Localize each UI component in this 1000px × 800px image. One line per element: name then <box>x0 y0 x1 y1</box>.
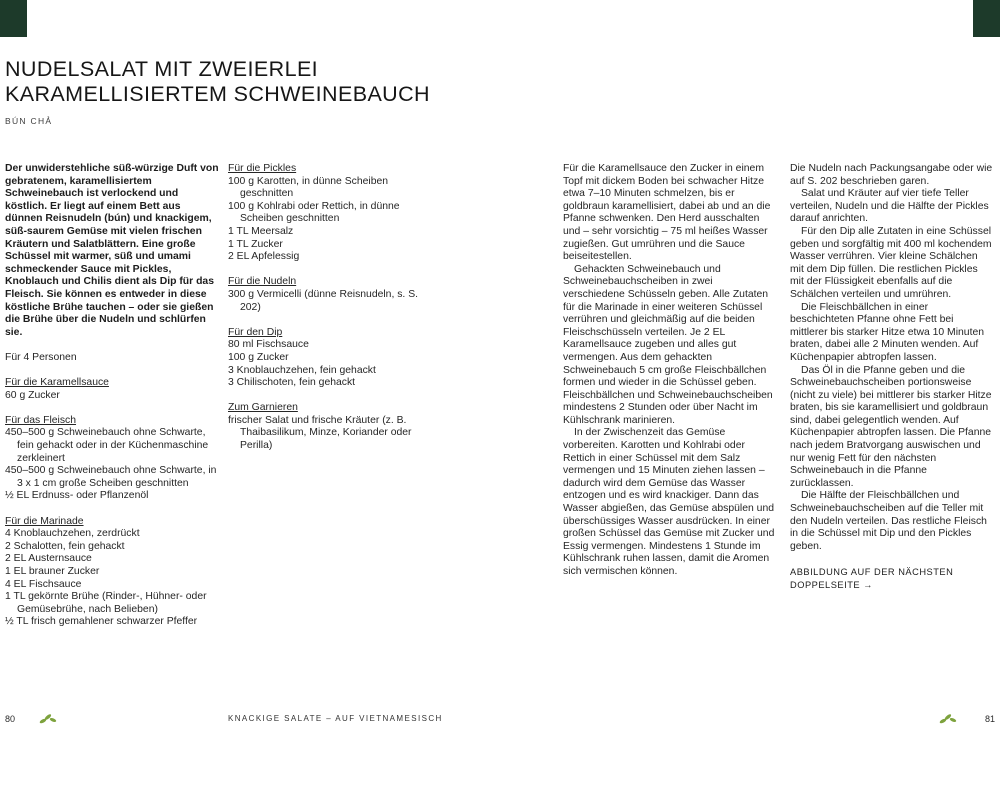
figure-reference-note: ABBILDUNG AUF DER NÄCHSTEN DOPPELSEITE → <box>790 567 954 590</box>
recipe-intro: Der unwiderstehliche süß-würzige Duft von gebratenem, karamellisiertem Schweinebauch ist verlockend und köstlich. Er liegt auf einem Bett aus dünnen Reisnudeln (bún) und knackigem, süß-saurem Gemüse mit vielen frischen Kräutern und Salatblättern. Eine große Schüssel mit warmer, süß und umami schmeckender Sauce mit Pickles, Knoblauch und Chilis dient als Dip für das Fleisch. Sie können es entweder in diese köstliche Brühe tauchen – oder sie gießen die Brühe über die Nudeln und schlürfen sie. <box>5 163 219 338</box>
ingredient-line: 80 ml Fischsauce <box>228 339 309 351</box>
instruction-paragraph: In der Zwischenzeit das Gemüse vorbereiten. Karotten und Kohlrabi oder Rettich in einer Schüssel mit dem Salz vermengen und 15 Minuten ziehen lassen – dadurch wird dem Gemüse das Wasser entzogen und es wird knackiger. Dann das Wasser abgießen, das Gemüse abspülen und überschüssiges Wasser ausdrücken. In einer großen Schüssel das Gemüse mit Zucker und Essig vermengen. Mindestens 1 Stunde im Kühlschrank ruhen lassen, damit die Aromen sich vermischen können. <box>563 427 775 577</box>
ingredient-line: frischer Salat und frische Kräuter (z. B. Thaibasilikum, Minze, Koriander oder Perilla) <box>228 414 412 452</box>
ingredient-line: 3 Chilischoten, fein gehackt <box>228 377 356 389</box>
ingredient-line: 450–500 g Schweinebauch ohne Schwarte, in 3 x 1 cm große Scheiben geschnitten <box>5 465 217 489</box>
instruction-paragraph: Salat und Kräuter auf vier tiefe Teller verteilen, Nudeln und die Hälfte der Pickles darauf anrichten. <box>790 188 989 225</box>
section-fleisch <box>5 415 219 503</box>
instructions-column-1 <box>563 163 777 579</box>
ingredient-line: 2 Schalotten, fein gehackt <box>5 540 125 552</box>
section-title: Zum Garnieren <box>228 402 298 414</box>
corner-decoration-right <box>973 0 1000 37</box>
instruction-paragraph: Die Nudeln nach Packungsangabe oder wie auf S. 202 beschrieben garen. <box>790 163 993 187</box>
ingredient-line: 100 g Zucker <box>228 351 289 363</box>
leaf-ornament-icon <box>938 712 958 726</box>
instruction-paragraph: Die Fleischbällchen in einer beschichteten Pfanne ohne Fett bei mittlerer bis starker Hitze etwa 10 Minuten braten, dabei alle 2 Minuten wenden. Auf Küchenpapier abtropfen lassen. <box>790 301 985 363</box>
ingredient-line: 4 EL Fischsauce <box>5 578 82 590</box>
section-title: Für die Pickles <box>228 163 297 174</box>
ingredient-line: 300 g Vermicelli (dünne Reisnudeln, s. S. 202) <box>228 288 419 313</box>
section-pickles <box>228 163 426 264</box>
ingredient-line: 1 EL brauner Zucker <box>5 566 100 577</box>
section-marinade <box>5 516 219 629</box>
page-number-right: 81 <box>984 714 995 724</box>
page-title-line1: NUDELSALAT MIT ZWEIERLEI <box>5 57 319 81</box>
section-dip <box>228 327 426 390</box>
section-title: Für die Nudeln <box>228 276 297 288</box>
ingredient-line: 3 Knoblauchzehen, fein gehackt <box>228 364 376 376</box>
page-number-left: 80 <box>5 714 16 724</box>
recipe-subtitle: BÚN CHẢ <box>5 116 53 126</box>
ingredient-line: 1 TL Meersalz <box>228 225 294 237</box>
section-title: Für die Karamellsauce <box>5 377 109 389</box>
ingredient-line: 60 g Zucker <box>5 389 60 401</box>
leaf-ornament-icon <box>38 712 58 726</box>
ingredient-line: 100 g Kohlrabi oder Rettich, in dünne Scheiben geschnitten <box>228 200 400 225</box>
section-title: Für die Marinade <box>5 515 84 527</box>
section-garnieren <box>228 402 426 452</box>
section-title: Für den Dip <box>228 326 283 338</box>
corner-decoration-left <box>0 0 27 37</box>
servings-line: Für 4 Personen <box>5 351 77 363</box>
ingredient-line: 1 TL Zucker <box>228 238 283 250</box>
ingredient-line: 2 EL Apfelessig <box>228 251 300 263</box>
page-title <box>5 57 430 107</box>
page-title-line2: KARAMELLISIERTEM SCHWEINEBAUCH <box>5 82 430 106</box>
instruction-paragraph: Für die Karamellsauce den Zucker in einem Topf mit dickem Boden bei schwacher Hitze etwa 7–10 Minuten schmelzen, bis er goldbraun karamellisiert, dabei ab und an die Pfanne schwenken. Den Herd ausschalten und – sehr vorsichtig – 75 ml heißes Wasser zugießen. Gut umrühren und die Sauce beiseitestellen. <box>563 163 771 263</box>
ingredient-line: ½ EL Erdnuss- oder Pflanzenöl <box>5 490 149 502</box>
section-title: Für das Fleisch <box>5 414 77 426</box>
recipe-header <box>5 57 430 126</box>
instruction-paragraph: Für den Dip alle Zutaten in eine Schüssel geben und sorgfältig mit 400 ml kochendem Wasser verrühren. Vier kleine Schälchen mit dem Dip füllen. Die restlichen Pickles mit der Flüssigkeit ebenfalls auf die Schälchen verteilen und umrühren. <box>790 225 992 300</box>
ingredient-line: 2 EL Austernsauce <box>5 553 92 565</box>
section-karamellsauce <box>5 377 219 402</box>
ingredients-column-2 <box>228 163 426 453</box>
instruction-paragraph: Gehackten Schweinebauch und Schweinebauchscheiben in zwei verschiedene Schüsseln geben. Alle Zutaten für die Marinade in einer weiteren Schüssel verrühren und gleichmäßig auf die beiden Fleischschüsseln verteilen. Je 2 EL Karamellsauce zugeben und alles gut vermengen. Aus dem gehackten Schweinebauch 5 cm große Fleischbällchen formen und wieder in die Schüssel geben. Fleischbällchen und Schweinebauchscheiben mindestens 2 Stunden oder über Nacht im Kühlschrank marinieren. <box>563 263 773 426</box>
chapter-title: KNACKIGE SALATE – AUF VIETNAMESISCH <box>228 714 443 723</box>
ingredient-line: 1 TL gekörnte Brühe (Rinder-, Hühner- oder Gemüsebrühe, nach Belieben) <box>5 591 207 615</box>
instruction-paragraph: Das Öl in die Pfanne geben und die Schweinebauchscheiben portionsweise (nicht zu viele) bei mittlerer bis starker Hitze braten, bis sie karamellisiert und goldbraun sind, dabei gelegentlich wenden. Auf Küchenpapier abtropfen lassen. Die Pfanne nach jedem Bratvorgang auswischen und nur wenig Fett für den nächsten Schweinebauch in die Pfanne zurücklassen. <box>790 364 992 489</box>
ingredient-line: 450–500 g Schweinebauch ohne Schwarte, fein gehackt oder in der Küchenmaschine zerkleinert <box>5 427 209 464</box>
ingredient-line: 4 Knoblauchzehen, zerdrückt <box>5 528 140 540</box>
section-nudeln <box>228 276 426 314</box>
instructions-column-2 <box>790 163 993 591</box>
instruction-paragraph: Die Hälfte der Fleischbällchen und Schweinebauchscheiben auf die Teller mit den Nudeln verteilen. Das restliche Fleisch in die Schüssel mit Dip und den Pickles geben. <box>790 490 987 552</box>
ingredients-column-1 <box>5 163 219 629</box>
ingredient-line: ½ TL frisch gemahlener schwarzer Pfeffer <box>5 616 198 628</box>
ingredient-line: 100 g Karotten, in dünne Scheiben geschnitten <box>228 175 389 200</box>
